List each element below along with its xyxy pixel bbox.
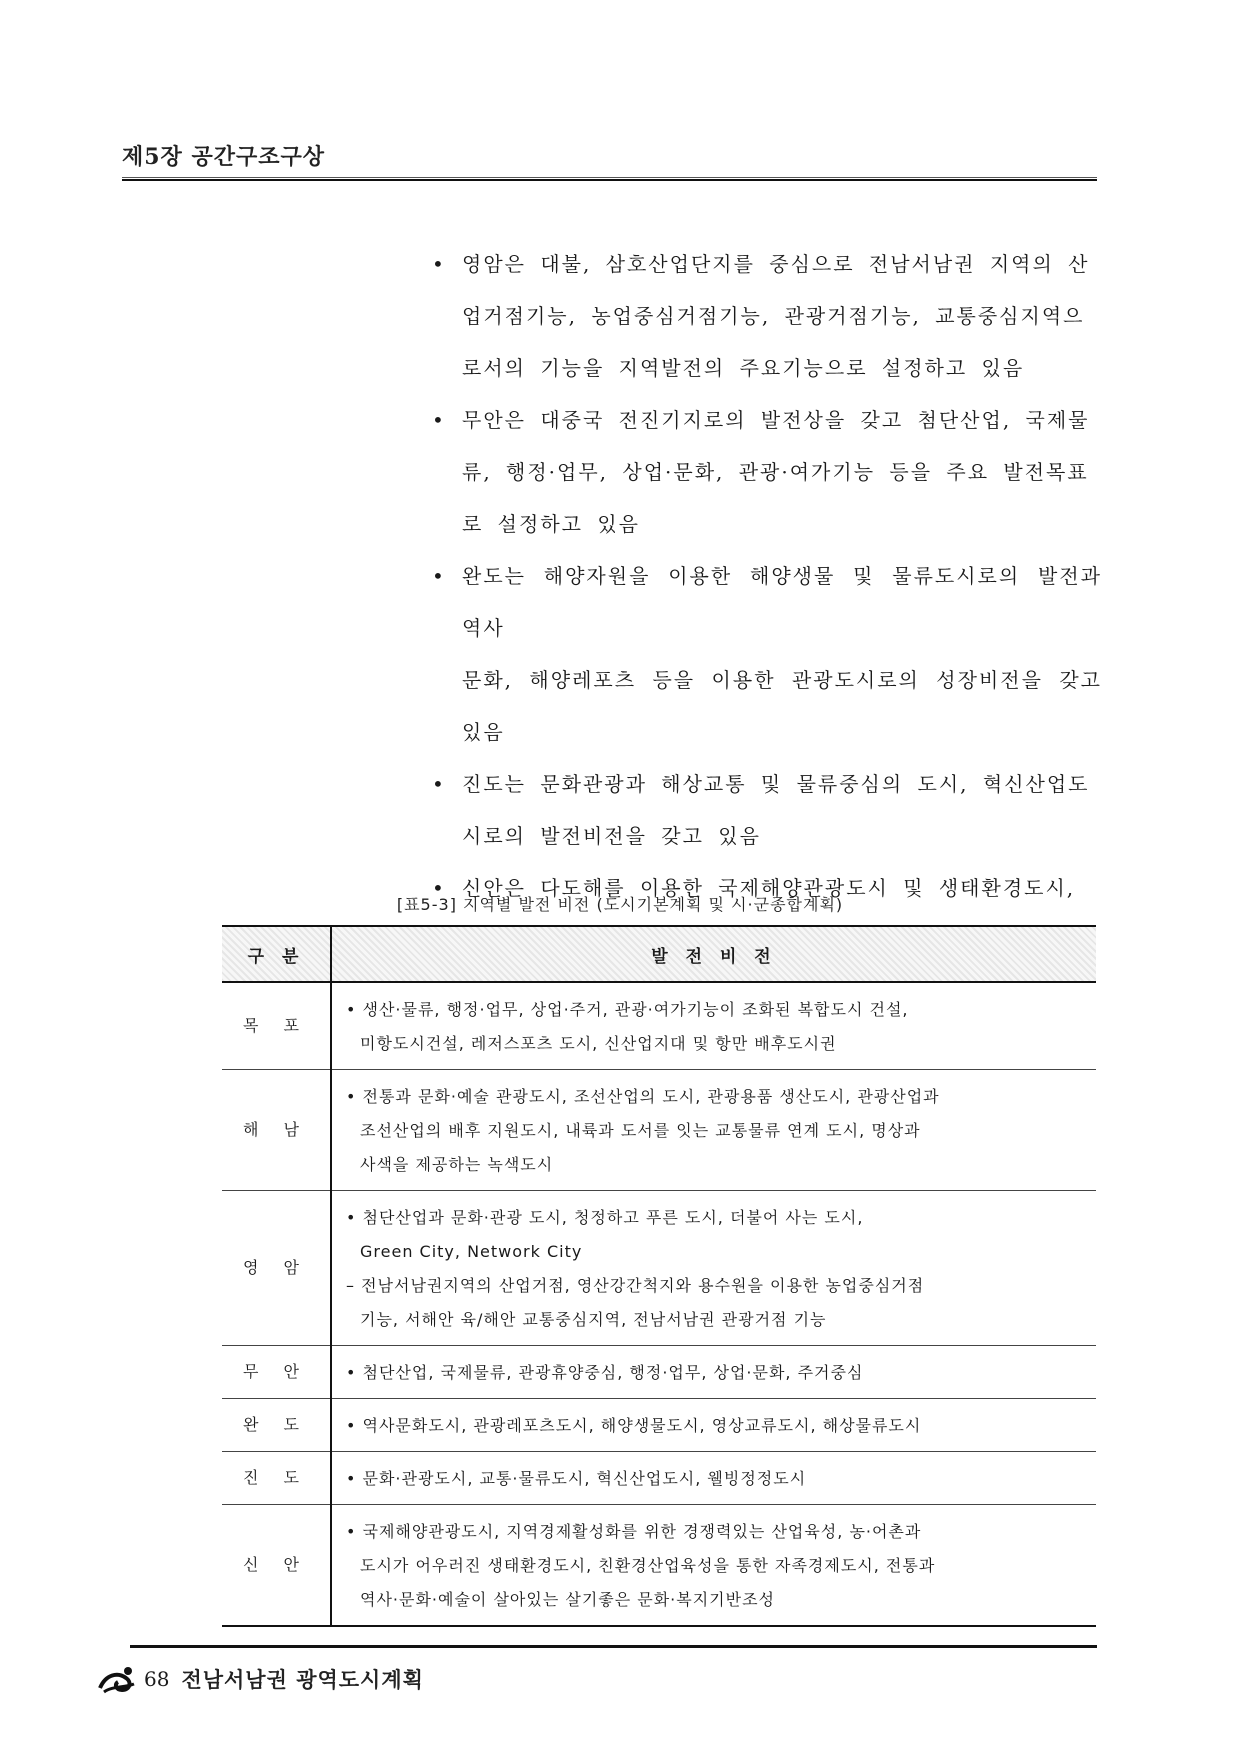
- bullet-dot-icon: •: [432, 564, 446, 588]
- bullet-jindo: [430, 758, 1102, 862]
- region-cell: 영 암: [222, 1191, 331, 1346]
- vision-line: • 전통과 문화·예술 관광도시, 조선산업의 도시, 관광용품 생산도시, 관광산업과: [346, 1087, 940, 1106]
- table-row: [222, 1070, 1096, 1191]
- region-cell: 신 안: [222, 1505, 331, 1627]
- vision-cell: [331, 1505, 1096, 1627]
- bullet-line: 신안은 다도해를 이용한 국제해양관광도시 및 생태환경도시,: [462, 876, 1076, 900]
- vision-line: 미항도시건설, 레저스포츠 도시, 신산업지대 및 항만 배후도시권: [360, 1034, 837, 1053]
- bullet-muan: [430, 394, 1102, 550]
- vision-line: • 국제해양관광도시, 지역경제활성화를 위한 경쟁력있는 산업육성, 농·어촌과: [346, 1522, 922, 1541]
- vision-line: 도시가 어우러진 생태환경도시, 친환경산업육성을 통한 자족경제도시, 전통과: [360, 1556, 936, 1575]
- vision-line: 역사·문화·예술이 살아있는 살기좋은 문화·복지기반조성: [360, 1590, 776, 1609]
- header-vision: 발 전 비 전: [331, 926, 1096, 982]
- region-cell: 해 남: [222, 1070, 331, 1191]
- region-cell: 목 포: [222, 982, 331, 1070]
- vision-cell: [331, 1346, 1096, 1399]
- footer-doc-title: 전남서남권 광역도시계획: [181, 1667, 424, 1692]
- vision-line: Green City, Network City: [360, 1242, 583, 1261]
- bullet-line: 무안은 대중국 전진기지로의 발전상을 갖고 첨단산업, 국제물: [462, 408, 1090, 432]
- table-caption: [표5-3] 지역별 발전 비전 (도시기본계획 및 시·군종합계획): [396, 895, 844, 914]
- table-row: [222, 1505, 1096, 1627]
- vision-line: • 문화·관광도시, 교통·물류도시, 혁신산업도시, 웰빙정정도시: [346, 1469, 807, 1488]
- bullet-line: 업거점기능, 농업중심거점기능, 관광거점기능, 교통중심지역으: [462, 304, 1085, 328]
- table-row: [222, 1346, 1096, 1399]
- region-cell: 무 안: [222, 1346, 331, 1399]
- bullet-line: 시로의 발전비전을 갖고 있음: [462, 824, 761, 848]
- vision-line: • 첨단산업과 문화·관광 도시, 청정하고 푸른 도시, 더불어 사는 도시,: [346, 1208, 864, 1227]
- vision-line: – 전남서남권지역의 산업거점, 영산강간척지와 용수원을 이용한 농업중심거점: [346, 1276, 925, 1295]
- bullet-dot-icon: •: [432, 772, 446, 796]
- page-footer: [96, 1662, 424, 1696]
- vision-line: 기능, 서해안 육/해안 교통중심지역, 전남서남권 관광거점 기능: [360, 1310, 827, 1329]
- chapter-header: [122, 140, 1097, 181]
- bullet-wando: [430, 550, 1102, 758]
- bullet-line: 완도는 해양자원을 이용한 해양생물 및 물류도시로의 발전과 역사: [462, 564, 1102, 640]
- vision-line: • 첨단산업, 국제물류, 관광휴양중심, 행정·업무, 상업·문화, 주거중심: [346, 1363, 864, 1382]
- header-rule: [122, 177, 1097, 181]
- vision-cell: [331, 1191, 1096, 1346]
- vision-cell: [331, 1399, 1096, 1452]
- footer-rule: [130, 1645, 1097, 1648]
- table-row: [222, 982, 1096, 1070]
- bullet-dot-icon: •: [432, 252, 446, 276]
- vision-line: 사색을 제공하는 녹색도시: [360, 1155, 554, 1174]
- vision-cell: [331, 1452, 1096, 1505]
- page-number: 68: [144, 1667, 170, 1691]
- table-header-row: [222, 926, 1096, 982]
- table-row: [222, 1191, 1096, 1346]
- vision-line: • 생산·물류, 행정·업무, 상업·주거, 관광·여가기능이 조화된 복합도시 건설,: [346, 1000, 909, 1019]
- vision-cell: [331, 1070, 1096, 1191]
- bullet-list: [430, 238, 1102, 966]
- bullet-line: 영암은 대불, 삼호산업단지를 중심으로 전남서남권 지역의 산: [462, 252, 1090, 276]
- bullet-line: 로 설정하고 있음: [462, 512, 640, 536]
- region-cell: 진 도: [222, 1452, 331, 1505]
- vision-cell: [331, 982, 1096, 1070]
- table-row: [222, 1399, 1096, 1452]
- regional-vision-table: [222, 925, 1096, 1627]
- bullet-line: 류, 행정·업무, 상업·문화, 관광·여가기능 등을 주요 발전목표: [462, 460, 1089, 484]
- vision-line: 조선산업의 배후 지원도시, 내륙과 도서를 잇는 교통물류 연계 도시, 명상과: [360, 1121, 921, 1140]
- header-region: 구 분: [222, 926, 331, 982]
- swirl-logo-icon: [96, 1662, 138, 1696]
- bullet-line: 진도는 문화관광과 해상교통 및 물류중심의 도시, 혁신산업도: [462, 772, 1090, 796]
- region-cell: 완 도: [222, 1399, 331, 1452]
- bullet-yeongam: [430, 238, 1102, 394]
- bullet-dot-icon: •: [432, 408, 446, 432]
- bullet-dot-icon: •: [432, 876, 446, 900]
- table-row: [222, 1452, 1096, 1505]
- bullet-line: 문화, 해양레포츠 등을 이용한 관광도시로의 성장비전을 갖고 있음: [462, 668, 1102, 744]
- chapter-title: 제5장 공간구조구상: [122, 144, 325, 170]
- bullet-line: 로서의 기능을 지역발전의 주요기능으로 설정하고 있음: [462, 356, 1025, 380]
- vision-line: • 역사문화도시, 관광레포츠도시, 해양생물도시, 영상교류도시, 해상물류도시: [346, 1416, 922, 1435]
